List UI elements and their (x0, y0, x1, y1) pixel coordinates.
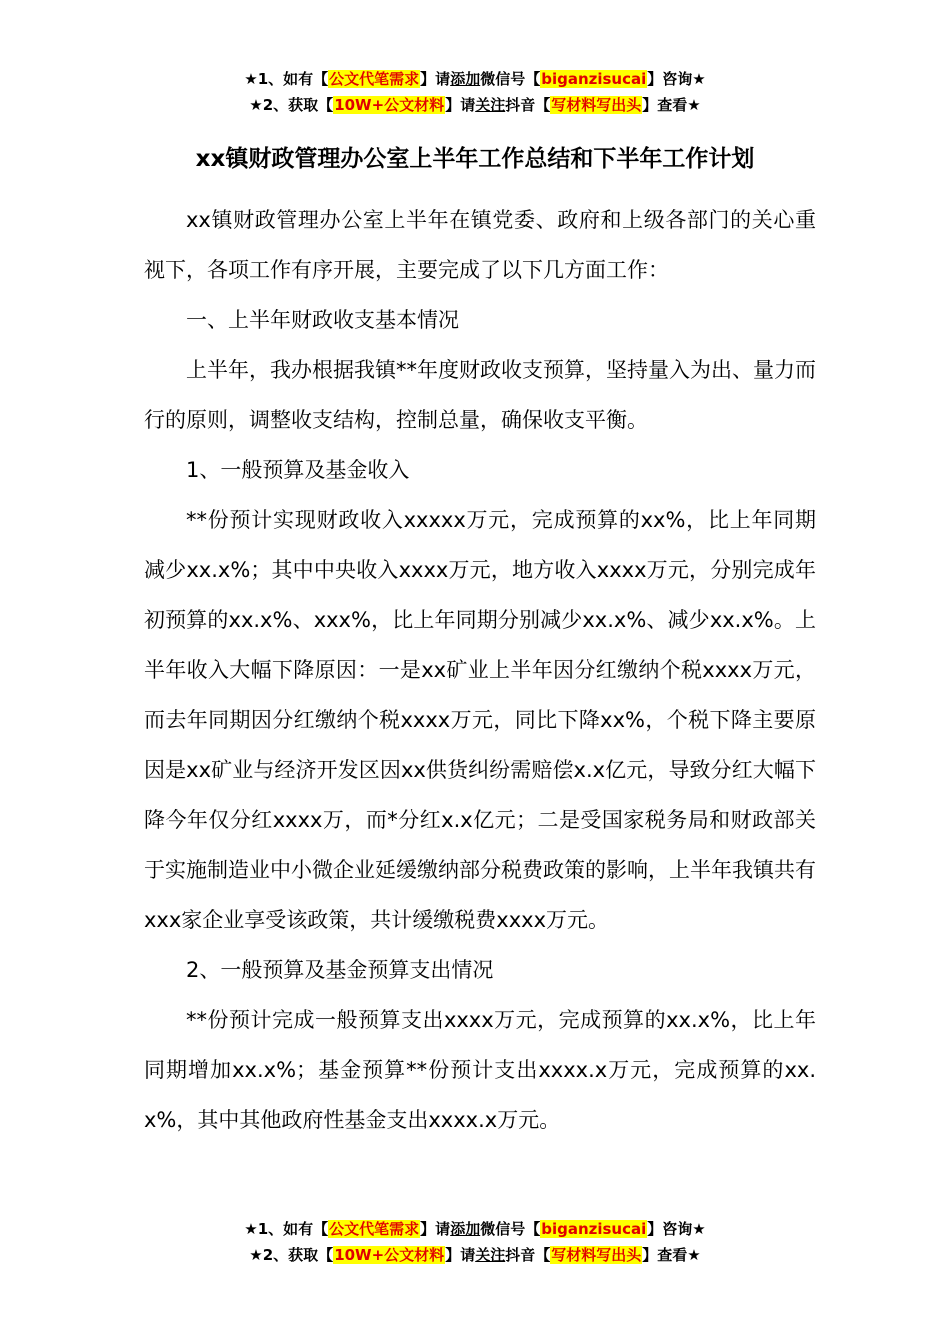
paragraph-expenditure: **份预计完成一般预算支出xxxx万元，完成预算的xx.x%，比上年同期增加xx.x%；基金预算**份预计支出xxxx.x万元，完成预算的xx.x%，其中其他政府性基金支出xxxx.x万元。 (144, 1008, 816, 1132)
paragraph-budget-principle: 上半年，我办根据我镇**年度财政收支预算，坚持量入为出、量力而行的原则，调整收支结构，控制总量，确保收支平衡。 (144, 358, 816, 432)
promo-line-1-prefix: ★1、如有【 (244, 70, 329, 88)
promo-line-2-mid2: 抖音【 (505, 96, 551, 114)
paragraph-intro: xx镇财政管理办公室上半年在镇党委、政府和上级各部门的关心重视下，各项工作有序开展，主要完成了以下几方面工作： (144, 208, 816, 282)
promo-line-1-prefix-bottom: ★1、如有【 (244, 1220, 329, 1238)
promo-line-1-suffix-bottom: 】咨询★ (647, 1220, 706, 1238)
subsection-heading-1: 1、一般预算及基金收入 (186, 458, 410, 482)
promo-line-2-mid: 】请 (445, 96, 476, 114)
promo-line-2-mid-bottom: 】请 (445, 1246, 476, 1264)
promo-highlight-wechat-id-bottom: biganzisucai (541, 1220, 647, 1238)
promo-highlight-materials: 10W+公文材料 (334, 96, 445, 114)
document-body (144, 195, 816, 1145)
document-title: xx镇财政管理办公室上半年工作总结和下半年工作计划 (195, 146, 755, 172)
promo-line-1-mid2: 微信号【 (480, 70, 541, 88)
promo-line-2-suffix: 】查看★ (642, 96, 701, 114)
promo-line-1 (0, 66, 950, 92)
promo-line-1-mid-bottom: 】请 (420, 1220, 451, 1238)
promo-line-2-prefix: ★2、获取【 (249, 96, 334, 114)
promo-underlined-add-bottom: 添加 (450, 1220, 481, 1238)
paragraph-revenue: **份预计实现财政收入xxxxx万元，完成预算的xx%，比上年同期减少xx.x%；其中中央收入xxxx万元，地方收入xxxx万元，分别完成年初预算的xx.x%、xxx%，比上年同期分别减少xx.x%、减少xx.x%。上半年收入大幅下降原因：一是xx矿业上半年因分红缴纳个税xxxx万元，而去年同期因分红缴纳个税xxxx万元，同比下降xx%，个税下降主要原因是xx矿业与经济开发区因xx供货纠纷需赔偿x.x亿元，导致分红大幅下降今年仅分红xxxx万，而*分红x.x亿元；二是受国家税务局和财政部关于实施制造业中小微企业延缓缴纳部分税费政策的影响，上半年我镇共有xxx家企业享受该政策，共计缓缴税费xxxx万元。 (144, 508, 816, 932)
subsection-heading-2: 2、一般预算及基金预算支出情况 (186, 958, 494, 982)
promo-line-1-mid: 】请 (420, 70, 451, 88)
promo-line-1-suffix: 】咨询★ (647, 70, 706, 88)
promo-line-2-suffix-bottom: 】查看★ (642, 1246, 701, 1264)
promo-line-2 (0, 92, 950, 118)
promo-highlight-materials-bottom: 10W+公文材料 (334, 1246, 445, 1264)
promo-banner-top (0, 66, 950, 118)
promo-line-2-mid2-bottom: 抖音【 (505, 1246, 551, 1264)
promo-highlight-douyin-account-bottom: 写材料写出头 (551, 1246, 642, 1264)
promo-line-1-mid2-bottom: 微信号【 (480, 1220, 541, 1238)
promo-underlined-follow: 关注 (475, 96, 506, 114)
promo-underlined-follow-bottom: 关注 (475, 1246, 506, 1264)
promo-banner-bottom (0, 1216, 950, 1268)
promo-underlined-add: 添加 (450, 70, 481, 88)
promo-line-2-prefix-bottom: ★2、获取【 (249, 1246, 334, 1264)
promo-highlight-wechat-id: biganzisucai (541, 70, 647, 88)
promo-highlight-douyin-account: 写材料写出头 (551, 96, 642, 114)
section-heading-1: 一、上半年财政收支基本情况 (186, 308, 459, 332)
promo-line-2-bottom (0, 1242, 950, 1268)
promo-line-1-bottom (0, 1216, 950, 1242)
promo-highlight-writing-service-bottom: 公文代笔需求 (329, 1220, 420, 1238)
promo-highlight-writing-service: 公文代笔需求 (329, 70, 420, 88)
